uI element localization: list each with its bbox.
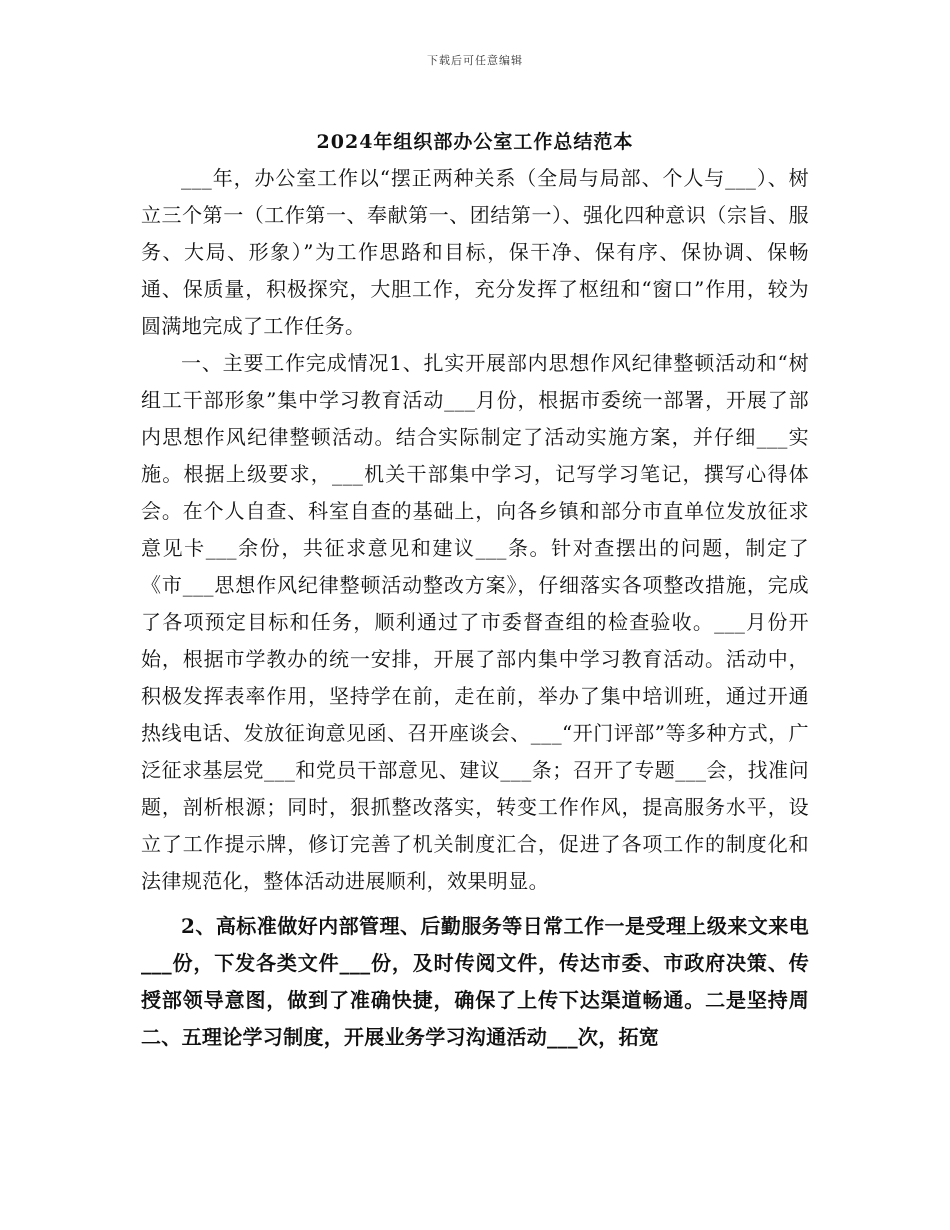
paragraph-intro: ___年，办公室工作以“摆正两种关系（全局与局部、个人与___）、树立三个第一（工作第一、奉献第一、团结第一）、强化四种意识（宗旨、服务、大局、形象）”为工作思路和目标，保干净、保有序、保协调、保畅通、保质量，积极探究，大胆工作，充分发挥了枢纽和“窗口”作用，较为圆满地完成了工作任务。 [141, 166, 809, 338]
page-header-note: 下载后可任意编辑 [427, 54, 523, 67]
document-title: 2024年组织部办公室工作总结范本 [316, 131, 634, 153]
paragraph-daily-work: 2、高标准做好内部管理、后勤服务等日常工作一是受理上级来文来电___份，下发各类文件___份，及时传阅文件，传达市委、市政府决策、传授部领导意图，做到了准确快捷，确保了上传下达渠道畅通。二是坚持周二、五理论学习制度，开展业务学习沟通活动___次，拓宽 [141, 914, 809, 1049]
paragraph-main-work: 一、主要工作完成情况1、扎实开展部内思想作风纪律整顿活动和“树组工干部形象”集中学习教育活动___月份，根据市委统一部署，开展了部内思想作风纪律整顿活动。结合实际制定了活动实施方案，并仔细___实施。根据上级要求，___机关干部集中学习，记写学习笔记，撰写心得体会。在个人自查、科室自查的基础上，向各乡镇和部分市直单位发放征求意见卡___余份，共征求意见和建议___条。针对查摆出的问题，制定了《市___思想作风纪律整顿活动整改方案》，仔细落实各项整改措施，完成了各项预定目标和任务，顺利通过了市委督查组的检查验收。___月份开始，根据市学教办的统一安排，开展了部内集中学习教育活动。活动中，积极发挥表率作用，坚持学在前，走在前，举办了集中培训班，通过开通热线电话、发放征询意见函、召开座谈会、___“开门评部”等多种方式，广泛征求基层党___和党员干部意见、建议___条；召开了专题___会，找准问题，剖析根源；同时，狠抓整改落实，转变工作作风，提高服务水平，设立了工作提示牌，修订完善了机关制度汇合，促进了各项工作的制度化和法律规范化，整体活动进展顺利，效果明显。 [141, 351, 809, 893]
document-body [141, 160, 809, 1056]
